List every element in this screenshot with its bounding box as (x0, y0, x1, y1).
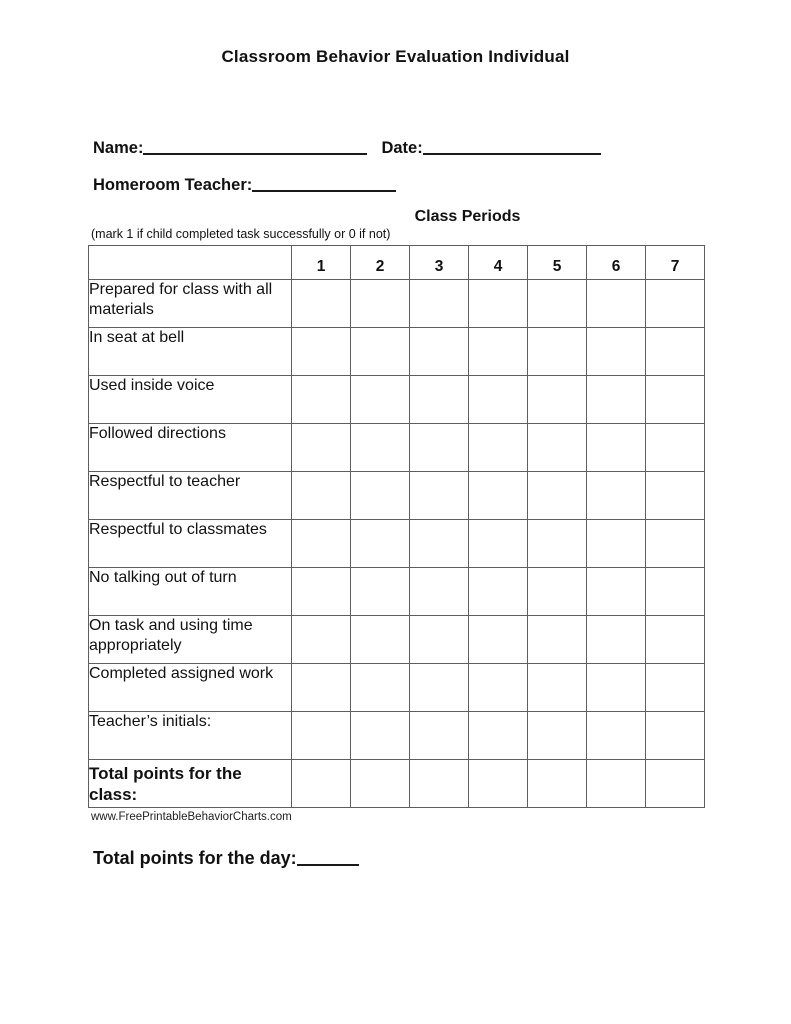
score-cell (587, 520, 646, 568)
name-blank-line (143, 138, 367, 155)
table-row (89, 664, 705, 712)
score-cell (587, 616, 646, 664)
score-cell (410, 664, 469, 712)
score-cell (646, 424, 705, 472)
period-column-header: 7 (646, 246, 705, 280)
name-date-row (93, 138, 791, 158)
score-cell (469, 376, 528, 424)
score-cell (587, 760, 646, 808)
website-credit: www.FreePrintableBehaviorCharts.com (91, 811, 292, 823)
score-cell (351, 376, 410, 424)
score-cell (351, 424, 410, 472)
table-row (89, 568, 705, 616)
table-row (89, 712, 705, 760)
score-cell (351, 760, 410, 808)
score-cell (646, 472, 705, 520)
table-row (89, 328, 705, 376)
period-column-header: 2 (351, 246, 410, 280)
score-cell (351, 280, 410, 328)
score-cell (351, 712, 410, 760)
score-cell (587, 424, 646, 472)
score-cell (292, 328, 351, 376)
score-cell (410, 568, 469, 616)
score-cell (410, 424, 469, 472)
score-cell (528, 328, 587, 376)
score-cell (587, 328, 646, 376)
score-cell (351, 616, 410, 664)
score-cell (587, 280, 646, 328)
class-periods-heading: Class Periods (414, 208, 521, 225)
score-cell (646, 280, 705, 328)
total-day-row (93, 848, 791, 869)
row-label: In seat at bell (89, 328, 292, 376)
score-cell (528, 616, 587, 664)
score-cell (292, 760, 351, 808)
row-label: Teacher’s initials: (89, 712, 292, 760)
period-column-header: 6 (587, 246, 646, 280)
score-cell (469, 472, 528, 520)
row-label: Respectful to teacher (89, 472, 292, 520)
score-cell (587, 472, 646, 520)
score-cell (351, 520, 410, 568)
period-header-row (89, 246, 705, 280)
period-column-header: 5 (528, 246, 587, 280)
score-cell (528, 472, 587, 520)
score-cell (469, 424, 528, 472)
period-column-header: 1 (292, 246, 351, 280)
score-cell (528, 424, 587, 472)
table-row (89, 376, 705, 424)
row-label: Prepared for class with all materials (89, 280, 292, 328)
homeroom-blank-line (252, 175, 396, 192)
score-cell (410, 376, 469, 424)
score-cell (292, 520, 351, 568)
score-cell (410, 280, 469, 328)
score-cell (646, 616, 705, 664)
date-label: Date: (381, 139, 423, 157)
score-cell (292, 280, 351, 328)
score-cell (410, 328, 469, 376)
total-day-blank-line (297, 848, 359, 866)
header-fields (93, 138, 791, 195)
score-cell (410, 760, 469, 808)
homeroom-teacher-label: Homeroom Teacher: (93, 176, 253, 194)
score-cell (528, 712, 587, 760)
score-cell (351, 664, 410, 712)
score-cell (646, 760, 705, 808)
score-cell (587, 376, 646, 424)
score-cell (292, 712, 351, 760)
table-row (89, 472, 705, 520)
score-cell (646, 328, 705, 376)
row-label: No talking out of turn (89, 568, 292, 616)
score-cell (469, 520, 528, 568)
homeroom-row (93, 175, 791, 195)
score-cell (469, 280, 528, 328)
period-column-header: 4 (469, 246, 528, 280)
score-cell (410, 520, 469, 568)
score-cell (528, 568, 587, 616)
score-cell (469, 712, 528, 760)
score-cell (351, 472, 410, 520)
score-cell (292, 616, 351, 664)
score-cell (469, 760, 528, 808)
score-cell (528, 376, 587, 424)
score-cell (646, 568, 705, 616)
score-cell (292, 568, 351, 616)
score-cell (528, 760, 587, 808)
behavior-evaluation-table (88, 245, 705, 808)
name-label: Name: (93, 139, 144, 157)
table-row (89, 424, 705, 472)
score-cell (351, 328, 410, 376)
row-label: Completed assigned work (89, 664, 292, 712)
score-cell (646, 712, 705, 760)
score-cell (646, 664, 705, 712)
score-cell (528, 520, 587, 568)
score-cell (410, 472, 469, 520)
row-label: Respectful to classmates (89, 520, 292, 568)
score-cell (587, 712, 646, 760)
score-cell (292, 376, 351, 424)
score-cell (469, 568, 528, 616)
score-cell (292, 472, 351, 520)
marking-instruction: (mark 1 if child completed task successfully or 0 if not) (91, 227, 391, 241)
table-row (89, 520, 705, 568)
score-cell (410, 712, 469, 760)
row-label: On task and using time appropriately (89, 616, 292, 664)
table-row (89, 280, 705, 328)
row-label: Used inside voice (89, 376, 292, 424)
score-cell (292, 664, 351, 712)
score-cell (292, 424, 351, 472)
score-cell (646, 520, 705, 568)
score-cell (587, 664, 646, 712)
row-label: Followed directions (89, 424, 292, 472)
table-row (89, 616, 705, 664)
page-title: Classroom Behavior Evaluation Individual (221, 47, 570, 66)
total-day-label: Total points for the day: (93, 848, 297, 868)
table-row-total (89, 760, 705, 808)
score-cell (351, 568, 410, 616)
corner-cell (89, 246, 292, 280)
date-blank-line (423, 138, 601, 155)
score-cell (469, 328, 528, 376)
score-cell (528, 280, 587, 328)
score-cell (410, 616, 469, 664)
score-cell (646, 376, 705, 424)
score-cell (469, 664, 528, 712)
score-cell (528, 664, 587, 712)
score-cell (587, 568, 646, 616)
period-column-header: 3 (410, 246, 469, 280)
row-label: Total points for the class: (89, 760, 292, 808)
score-cell (469, 616, 528, 664)
